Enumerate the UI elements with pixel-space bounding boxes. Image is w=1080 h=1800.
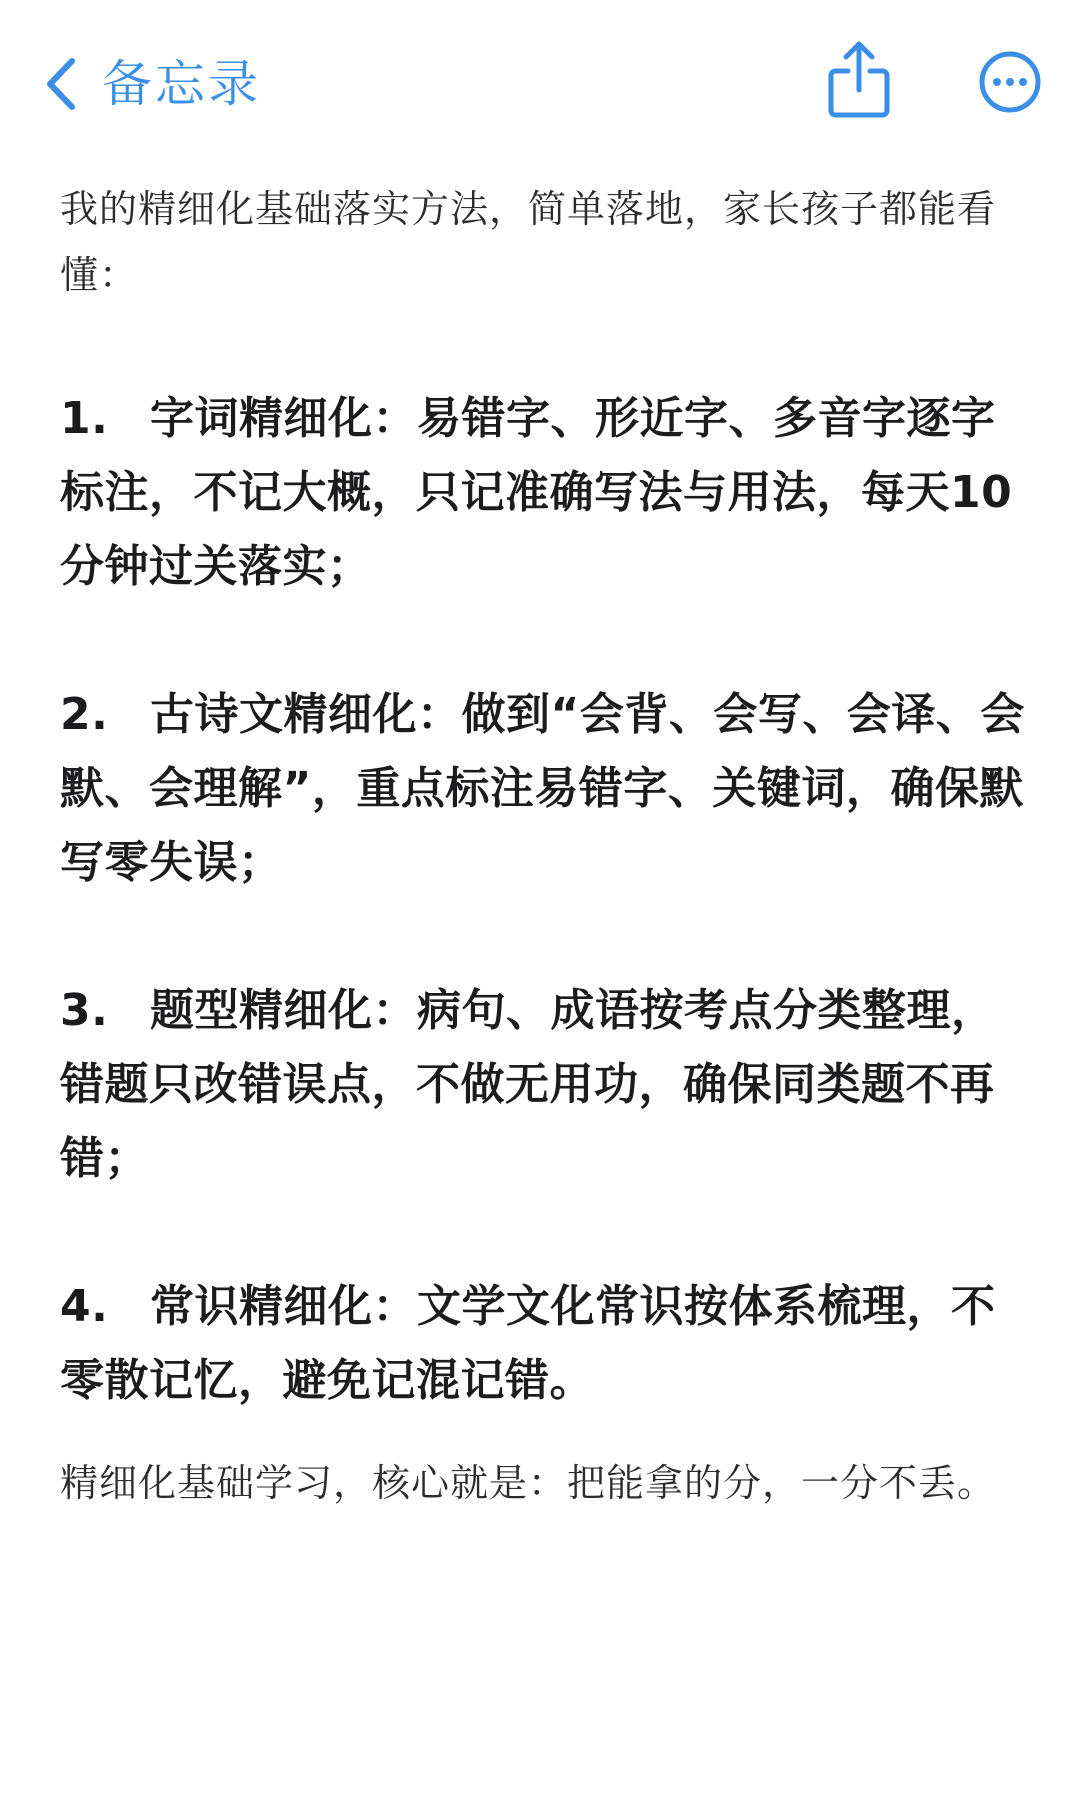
back-button[interactable] bbox=[44, 48, 261, 120]
more-button[interactable] bbox=[978, 50, 1042, 114]
list-item bbox=[60, 382, 1030, 604]
item-number: 2. bbox=[60, 689, 109, 740]
more-ellipsis-icon bbox=[978, 50, 1042, 114]
item-text: 题型精细化：病句、成语按考点分类整理，错题只改错误点，不做无用功，确保同类题不再错； bbox=[60, 985, 996, 1184]
item-text: 常识精细化：文学文化常识按体系梳理，不零散记忆，避免记混记错。 bbox=[60, 1281, 996, 1406]
item-text: 古诗文精细化：做到“会背、会写、会译、会默、会理解”，重点标注易错字、关键词，确保默写零失误； bbox=[60, 689, 1025, 888]
note-body[interactable] bbox=[60, 176, 1030, 1516]
list-item bbox=[60, 1270, 1030, 1418]
item-text: 字词精细化：易错字、形近字、多音字逐字标注，不记大概，只记准确写法与用法，每天10分钟过关落实； bbox=[60, 393, 1013, 592]
list-item bbox=[60, 974, 1030, 1196]
share-button[interactable] bbox=[826, 40, 892, 120]
item-number: 4. bbox=[60, 1281, 109, 1332]
back-label: 备忘录 bbox=[102, 55, 261, 113]
chevron-left-icon bbox=[44, 57, 78, 111]
navigation-bar bbox=[0, 0, 1080, 170]
share-icon bbox=[826, 40, 892, 120]
note-conclusion: 精细化基础学习，核心就是：把能拿的分，一分不丢。 bbox=[60, 1461, 997, 1505]
list-item bbox=[60, 678, 1030, 900]
note-intro: 我的精细化基础落实方法，简单落地，家长孩子都能看懂： bbox=[60, 187, 997, 297]
item-number: 3. bbox=[60, 985, 109, 1036]
item-number: 1. bbox=[60, 393, 109, 444]
note-list bbox=[60, 382, 1030, 1418]
